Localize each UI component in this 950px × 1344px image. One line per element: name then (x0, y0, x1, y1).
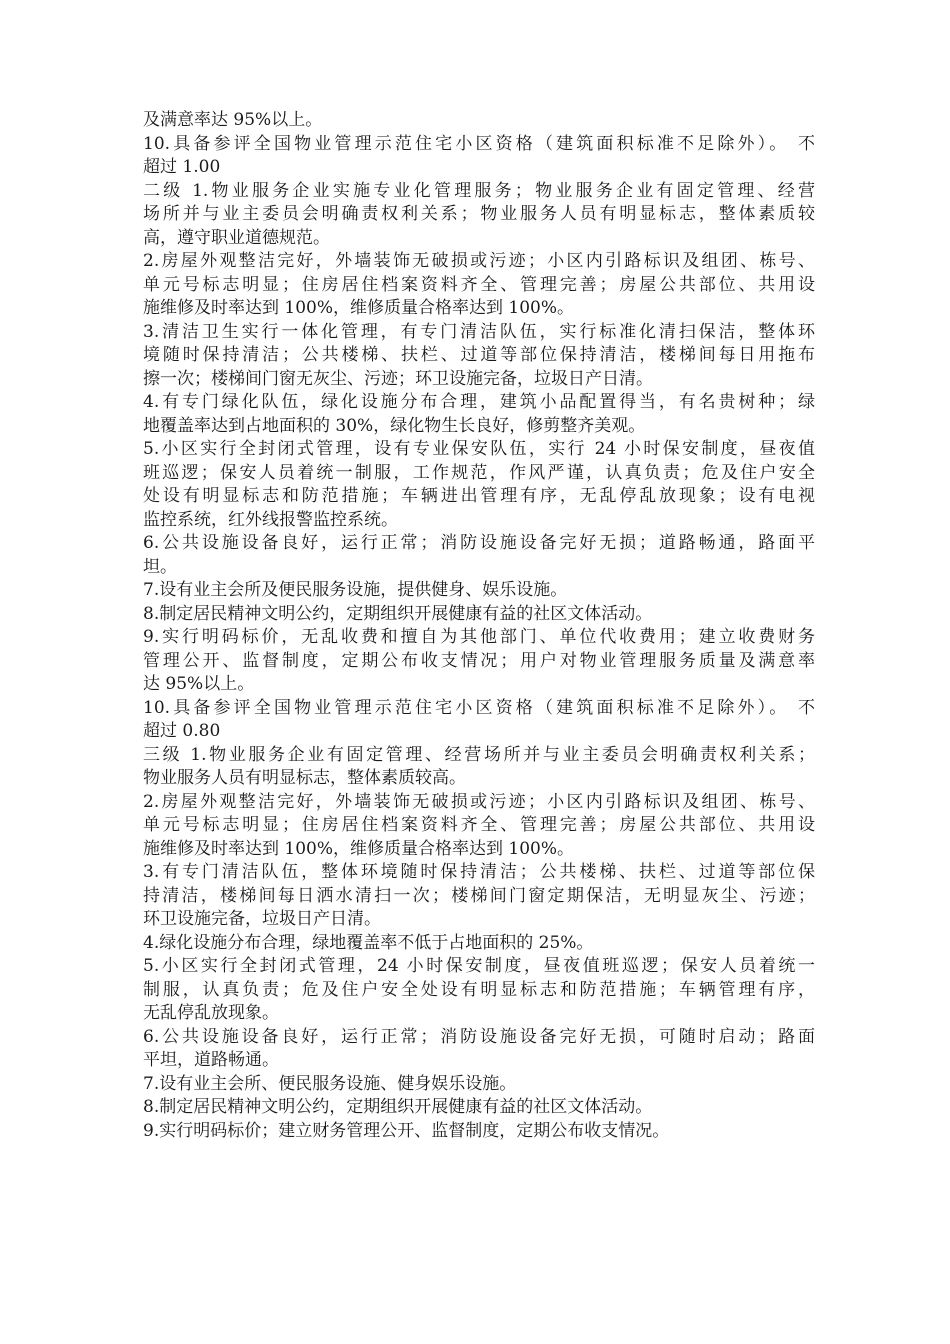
text-line: 二级 1.物业服务企业实施专业化管理服务；物业服务企业有固定管理、经营 (143, 180, 815, 201)
text-line: 制服，认真负责；危及住户安全处设有明显标志和防范措施；车辆管理有序， (143, 979, 815, 1000)
text-line: 班巡逻；保安人员着统一制服，工作规范，作风严谨，认真负责；危及住户安全 (143, 462, 815, 483)
text-line: 环卫设施完备，垃圾日产日清。 (143, 909, 381, 929)
text-line: 5.小区实行全封闭式管理，24 小时保安制度，昼夜值班巡逻；保安人员着统一 (143, 956, 815, 976)
text-line: 物业服务人员有明显标志，整体素质较高。 (143, 768, 466, 788)
text-line: 2.房屋外观整洁完好，外墙装饰无破损或污迹；小区内引路标识及组团、栋号、 (143, 791, 815, 812)
text-line: 达 95%以上。 (143, 674, 255, 694)
text-line: 超过 0.80 (143, 721, 221, 741)
text-line: 3.清洁卫生实行一体化管理，有专门清洁队伍，实行标准化清扫保洁，整体环 (143, 321, 815, 342)
text-line: 高，遵守职业道德规范。 (143, 227, 330, 248)
text-line: 场所并与业主委员会明确责权利关系；物业服务人员有明显标志，整体素质较 (143, 204, 815, 224)
text-line: 单元号标志明显；住房居住档案资料齐全、管理完善；房屋公共部位、共用设 (143, 274, 815, 295)
text-line: 擦一次；楼梯间门窗无灰尘、污迹；环卫设施完备，垃圾日产日清。 (143, 368, 653, 389)
text-line: 2.房屋外观整洁完好，外墙装饰无破损或污迹；小区内引路标识及组团、栋号、 (143, 251, 815, 271)
text-line: 超过 1.00 (143, 157, 221, 177)
text-line: 坦。 (143, 556, 177, 577)
text-line: 10.具备参评全国物业管理示范住宅小区资格（建筑面积标准不足除外）。 不 (143, 133, 815, 154)
text-line: 5.小区实行全封闭式管理，设有专业保安队伍，实行 24 小时保安制度，昼夜值 (143, 439, 815, 459)
text-line: 施维修及时率达到 100%，维修质量合格率达到 100%。 (143, 298, 575, 318)
text-line: 单元号标志明显；住房居住档案资料齐全、管理完善；房屋公共部位、共用设 (143, 815, 815, 835)
text-line: 3.有专门清洁队伍，整体环境随时保持清洁；公共楼梯、扶栏、过道等部位保 (143, 862, 815, 882)
document-page (143, 109, 815, 1143)
text-line: 9.实行明码标价，无乱收费和擅自为其他部门、单位代收费用；建立收费财务 (143, 627, 815, 647)
text-line: 管理公开、监督制度，定期公布收支情况；用户对物业管理服务质量及满意率 (143, 650, 815, 671)
text-line: 6.公共设施设备良好，运行正常；消防设施设备完好无损，可随时启动；路面 (143, 1026, 815, 1047)
text-line: 及满意率达 95%以上。 (143, 110, 323, 130)
text-line: 地覆盖率达到占地面积的 30%，绿化物生长良好，修剪整齐美观。 (143, 415, 646, 436)
text-line: 施维修及时率达到 100%，维修质量合格率达到 100%。 (143, 838, 575, 859)
text-line: 8.制定居民精神文明公约，定期组织开展健康有益的社区文体活动。 (143, 603, 653, 624)
text-line: 7.设有业主会所、便民服务设施、健身娱乐设施。 (143, 1073, 517, 1094)
text-line: 处设有明显标志和防范措施；车辆进出管理有序，无乱停乱放现象；设有电视 (143, 486, 815, 506)
text-line: 无乱停乱放现象。 (143, 1003, 279, 1023)
text-line: 4.绿化设施分布合理，绿地覆盖率不低于占地面积的 25%。 (143, 932, 594, 953)
text-line: 监控系统，红外线报警监控系统。 (143, 509, 398, 530)
text-line: 8.制定居民精神文明公约，定期组织开展健康有益的社区文体活动。 (143, 1097, 653, 1117)
text-line: 持清洁，楼梯间每日洒水清扫一次；楼梯间门窗定期保洁，无明显灰尘、污迹； (143, 885, 815, 906)
text-line: 平坦，道路畅通。 (143, 1050, 279, 1070)
text-line: 6.公共设施设备良好，运行正常；消防设施设备完好无损；道路畅通，路面平 (143, 533, 815, 553)
text-line: 9.实行明码标价；建立财务管理公开、监督制度，定期公布收支情况。 (143, 1120, 670, 1141)
text-line: 三级 1.物业服务企业有固定管理、经营场所并与业主委员会明确责权利关系； (143, 744, 815, 765)
text-line: 4.有专门绿化队伍，绿化设施分布合理，建筑小品配置得当，有名贵树种；绿 (143, 392, 815, 412)
text-line: 境随时保持清洁；公共楼梯、扶栏、过道等部位保持清洁，楼梯间每日用拖布 (143, 345, 815, 365)
text-line: 7.设有业主会所及便民服务设施，提供健身、娱乐设施。 (143, 580, 568, 600)
text-line: 10.具备参评全国物业管理示范住宅小区资格（建筑面积标准不足除外）。 不 (143, 697, 815, 718)
